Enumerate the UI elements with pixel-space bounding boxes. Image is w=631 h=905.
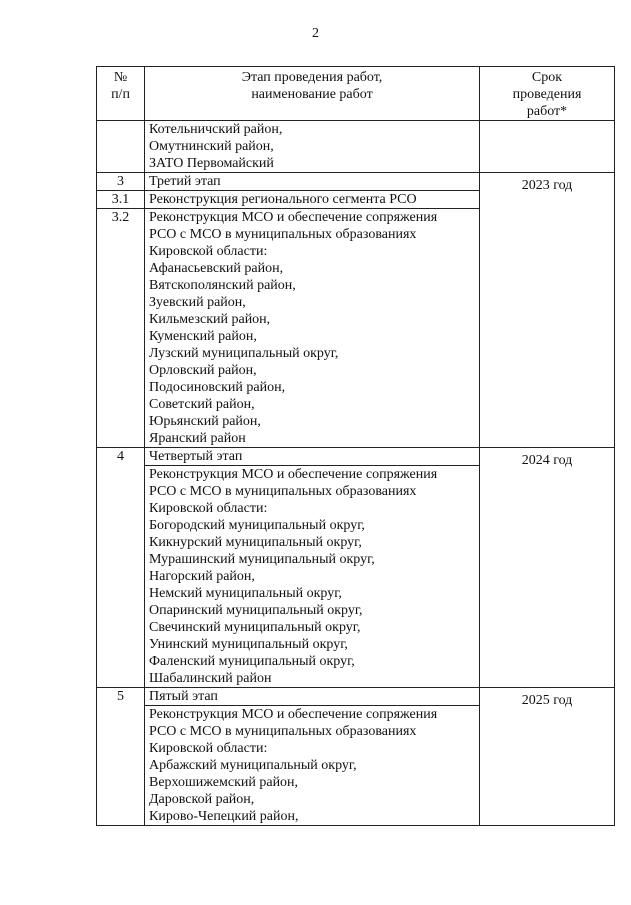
stage5-row bbox=[97, 688, 615, 826]
works-schedule-table bbox=[96, 66, 615, 826]
list-item: Лузский муниципальный округ, bbox=[149, 346, 339, 361]
continuation-text-cell bbox=[145, 121, 480, 173]
stage3-sub1-text: Реконструкция регионального сегмента РСО bbox=[145, 191, 480, 209]
stage5-work-list bbox=[145, 705, 479, 825]
continuation-row bbox=[97, 121, 615, 173]
list-item: Свечинский муниципальный округ, bbox=[149, 620, 361, 635]
header-num-line-2: п/п bbox=[111, 87, 130, 102]
table-header-row bbox=[97, 67, 615, 121]
stage5-num: 5 bbox=[97, 688, 145, 826]
stage4-text-cell bbox=[145, 448, 480, 688]
list-item: Нагорский район, bbox=[149, 569, 255, 584]
list-item: Омутнинский район, bbox=[149, 139, 274, 154]
list-item: Реконструкция МСО и обеспечение сопряжения bbox=[149, 210, 438, 225]
stage4-row bbox=[97, 448, 615, 688]
stage5-text-cell bbox=[145, 688, 480, 826]
list-item: Шабалинский район bbox=[149, 671, 272, 686]
list-item: РСО с МСО в муниципальных образованиях bbox=[149, 484, 417, 499]
list-item: Кировской области: bbox=[149, 741, 268, 756]
list-item: Кировской области: bbox=[149, 244, 268, 259]
list-item: Реконструкция МСО и обеспечение сопряжения bbox=[149, 707, 438, 722]
stage5-title: Пятый этап bbox=[149, 689, 218, 704]
list-item: Вятскополянский район, bbox=[149, 278, 296, 293]
header-term-line-2: проведения bbox=[512, 87, 582, 102]
list-item: РСО с МСО в муниципальных образованиях bbox=[149, 227, 417, 242]
list-item: Унинский муниципальный округ, bbox=[149, 637, 348, 652]
list-item: Афанасьевский район, bbox=[149, 261, 284, 276]
list-item: Кикнурский муниципальный округ, bbox=[149, 535, 362, 550]
list-item: Даровской район, bbox=[149, 792, 255, 807]
list-item: Подосиновский район, bbox=[149, 380, 286, 395]
list-item: Кировской области: bbox=[149, 501, 268, 516]
list-item: Яранский район bbox=[149, 431, 246, 446]
list-item: Кирово-Чепецкий район, bbox=[149, 809, 299, 824]
list-item: ЗАТО Первомайский bbox=[149, 156, 274, 171]
stage4-date: 2024 год bbox=[480, 448, 615, 688]
stage3-num: 3 bbox=[97, 173, 145, 191]
page-number: 2 bbox=[312, 26, 319, 41]
list-item: Котельничский район, bbox=[149, 122, 283, 137]
continuation-num-cell bbox=[97, 121, 145, 173]
list-item: Мурашинский муниципальный округ, bbox=[149, 552, 375, 567]
list-item: Зуевский район, bbox=[149, 295, 246, 310]
header-num-cell bbox=[97, 67, 145, 121]
header-term-line-3: работ* bbox=[526, 104, 568, 119]
header-num-line-1: № bbox=[113, 70, 128, 85]
list-item: Арбажский муниципальный округ, bbox=[149, 758, 357, 773]
list-item: Реконструкция МСО и обеспечение сопряжения bbox=[149, 467, 438, 482]
header-stage-line-2: наименование работ bbox=[251, 87, 373, 102]
header-term-cell bbox=[480, 67, 615, 121]
stage4-title: Четвертый этап bbox=[149, 449, 243, 464]
stage3-sub2-text bbox=[145, 209, 480, 448]
list-item: Немский муниципальный округ, bbox=[149, 586, 342, 601]
stage4-num: 4 bbox=[97, 448, 145, 688]
stage4-work-list bbox=[145, 465, 479, 687]
list-item: Кильмезский район, bbox=[149, 312, 271, 327]
stage3-date: 2023 год bbox=[480, 173, 615, 448]
list-item: Верхошижемский район, bbox=[149, 775, 299, 790]
list-item: Фаленский муниципальный округ, bbox=[149, 654, 355, 669]
list-item: Куменский район, bbox=[149, 329, 257, 344]
list-item: Орловский район, bbox=[149, 363, 257, 378]
list-item: РСО с МСО в муниципальных образованиях bbox=[149, 724, 417, 739]
continuation-term-cell bbox=[480, 121, 615, 173]
stage3-sub1-num: 3.1 bbox=[97, 191, 145, 209]
stage3-title-row bbox=[97, 173, 615, 191]
list-item: Юрьянский район, bbox=[149, 414, 261, 429]
stage5-date: 2025 год bbox=[480, 688, 615, 826]
header-term-line-1: Срок bbox=[531, 70, 563, 85]
stage3-title: Третий этап bbox=[145, 173, 480, 191]
stage3-sub2-num: 3.2 bbox=[97, 209, 145, 448]
header-stage-cell bbox=[145, 67, 480, 121]
list-item: Опаринский муниципальный округ, bbox=[149, 603, 363, 618]
list-item: Богородский муниципальный округ, bbox=[149, 518, 365, 533]
list-item: Советский район, bbox=[149, 397, 255, 412]
header-stage-line-1: Этап проведения работ, bbox=[241, 70, 383, 85]
